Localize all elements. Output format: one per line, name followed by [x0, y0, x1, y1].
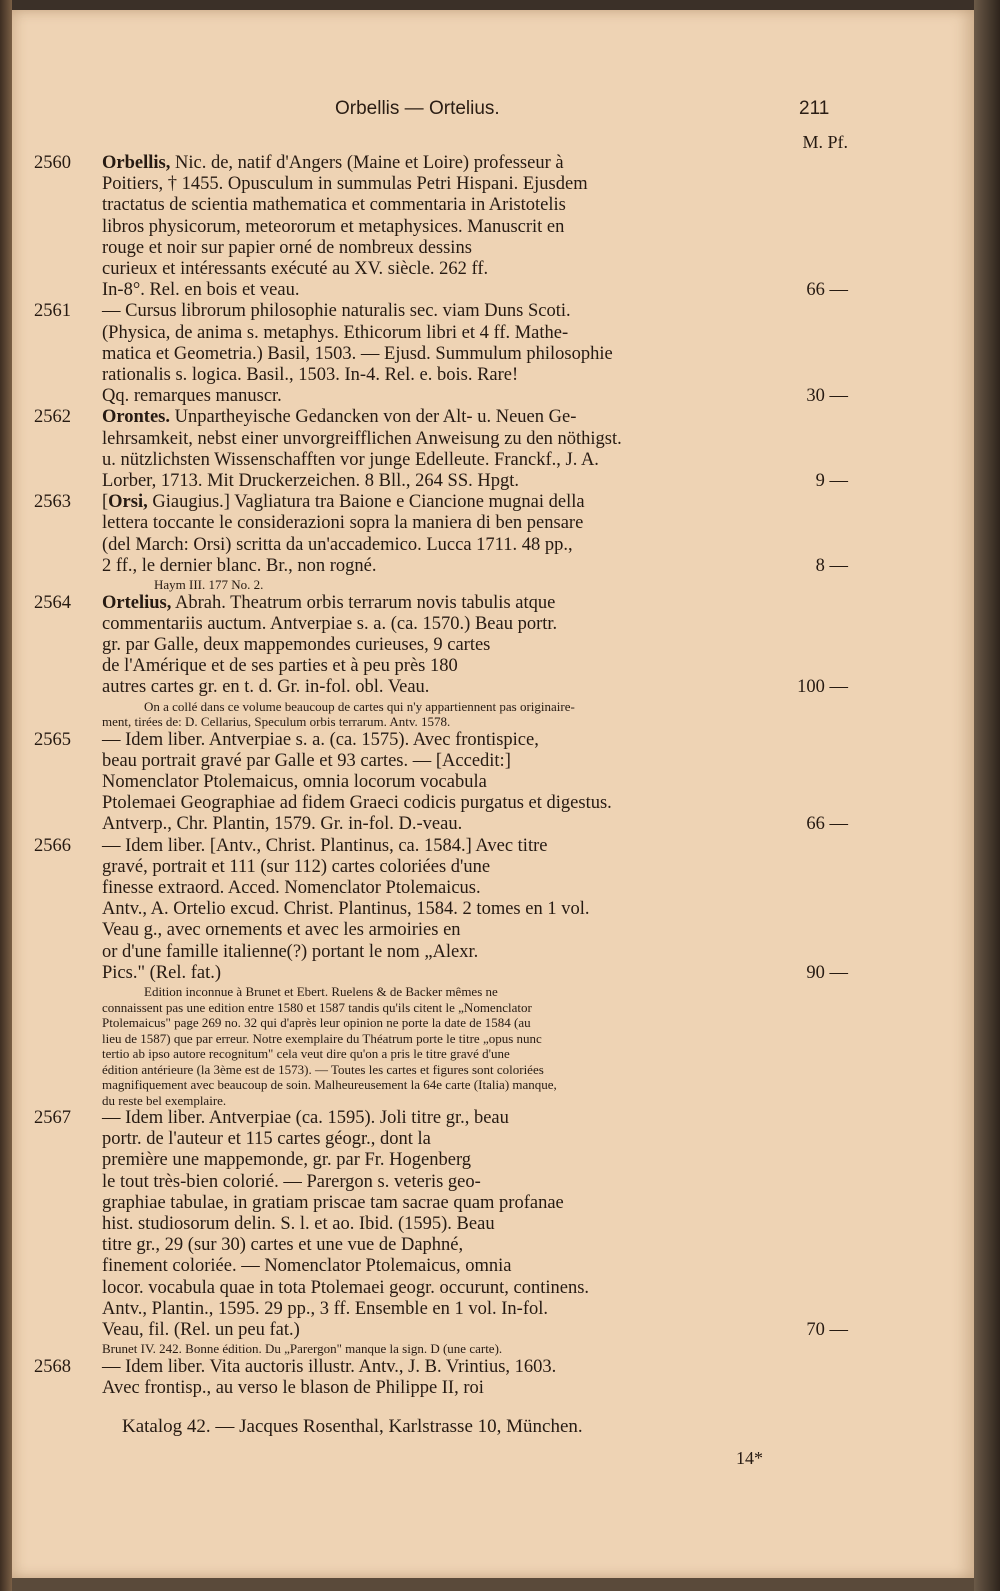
entry-text-line: Veau, fil. (Rel. un peu fat.) — [102, 1320, 300, 1341]
entry-text-line: première une mappemonde, gr. par Fr. Hogenberg — [102, 1150, 472, 1171]
lot-number: 2568 — [34, 1356, 71, 1377]
lot-number: 2563 — [34, 492, 71, 513]
entry-text-line: rouge et noir sur papier orné de nombreux dessins — [102, 237, 472, 258]
entry-text-line: (Physica, de anima s. metaphys. Ethicorum libri et 4 ff. Mathe- — [102, 322, 569, 343]
lot-price: 66 — — [806, 280, 848, 301]
entry-text-line: curieux et intéressants exécuté au XV. siècle. 262 ff. — [102, 259, 489, 280]
entry-text-line: — Cursus librorum philosophie naturalis sec. viam Duns Scoti. — [102, 301, 571, 322]
entry-text-line: [Orsi, Giaugius.] Vagliatura tra Baione e Ciancione mugnai della — [102, 492, 585, 513]
entry-text-line: Orontes. Unpartheyische Gedancken von der Alt- u. Neuen Ge- — [102, 407, 577, 428]
entry-text-line: gravé, portrait et 111 (sur 112) cartes coloriées d'une — [102, 856, 491, 877]
entry-text-line: Orbellis, Nic. de, natif d'Angers (Maine et Loire) professeur à — [102, 153, 564, 173]
bibliographic-note — [34, 984, 954, 1108]
book-spine-edge — [0, 0, 12, 1591]
catalog-entry — [34, 1108, 954, 1341]
note-line: Edition inconnue à Brunet et Ebert. Ruelens & de Backer mêmes ne — [144, 984, 498, 1000]
price-column-header: M. Pf. — [802, 132, 848, 152]
header-title: Orbellis — Ortelius. — [335, 98, 500, 119]
note-line: du reste bel exemplaire. — [102, 1092, 227, 1108]
note-line: Haym III. 177 No. 2. — [154, 577, 264, 593]
entry-text-line: Poitiers, † 1455. Opusculum in summulas Petri Hispani. Ejusdem — [102, 174, 588, 195]
entry-text-line: Antv., Plantin., 1595. 29 pp., 3 ff. Ensemble en 1 vol. In-fol. — [102, 1298, 549, 1319]
entry-text-line: (del March: Orsi) scritta da un'accademico. Lucca 1711. 48 pp., — [102, 534, 573, 555]
lot-price: 90 — — [806, 962, 848, 983]
entry-text-line: u. nützlichsten Wissenschafften vor junge Edelleute. Franckf., J. A. — [102, 449, 599, 470]
signature-mark: 14* — [736, 1448, 763, 1468]
running-header — [12, 98, 974, 128]
catalog-page — [12, 10, 974, 1578]
note-line: ment, tirées de: D. Cellarius, Speculum orbis terrarum. Antv. 1578. — [102, 714, 451, 730]
entry-text-line: lehrsamkeit, nebst einer unvorgreifflichen Anweisung zu den nöthigst. — [102, 428, 622, 449]
entry-text-line: — Idem liber. [Antv., Christ. Plantinus, ca. 1584.] Avec titre — [102, 835, 548, 856]
catalog-entry — [34, 730, 954, 836]
bibliographic-note — [34, 699, 954, 730]
bibliographic-note — [34, 577, 954, 593]
entry-text-line: finement coloriée. — Nomenclator Ptolemaicus, omnia — [102, 1256, 512, 1277]
entry-text-line: commentariis auctum. Antverpiae s. a. (ca. 1570.) Beau portr. — [102, 613, 558, 634]
note-line: Ptolemaicus" page 269 no. 32 qui d'après leur opinion ne porte la date de 1584 (au — [102, 1015, 531, 1031]
entry-text-line: portr. de l'auteur et 115 cartes géogr., dont la — [102, 1129, 431, 1150]
entry-text-line: Veau g., avec ornements et avec les armoiries en — [102, 920, 461, 941]
catalog-entry — [34, 1357, 954, 1399]
entry-text-line: lettera toccante le considerazioni sopra la maniera di ben pensare — [102, 513, 584, 534]
entry-text-line: Lorber, 1713. Mit Druckerzeichen. 8 Bll., 264 SS. Hpgt. — [102, 471, 519, 492]
lot-number: 2562 — [34, 407, 71, 428]
scan-top-edge — [0, 0, 1000, 10]
entry-text-line: le tout très-bien colorié. — Parergon s. veteris geo- — [102, 1171, 481, 1192]
note-line: édition antérieure (la 3ème est de 1573). — Toutes les cartes et figures sont coloriées — [102, 1061, 544, 1077]
entry-text-line: autres cartes gr. en t. d. Gr. in-fol. obl. Veau. — [102, 677, 430, 698]
catalog-entries — [34, 132, 954, 1399]
lot-price: 30 — — [806, 386, 848, 407]
catalog-entry — [34, 407, 954, 492]
entry-text-line: — Idem liber. Vita auctoris illustr. Antv., J. B. Vrintius, 1603. — [102, 1356, 557, 1377]
lot-number: 2566 — [34, 835, 71, 856]
lot-price: 8 — — [815, 555, 848, 576]
lot-price: 70 — — [806, 1320, 848, 1341]
entry-text-line: Avec frontisp., au verso le blason de Philippe II, roi — [102, 1377, 484, 1398]
entry-text-line: — Idem liber. Antverpiae s. a. (ca. 1575). Avec frontispice, — [102, 729, 539, 750]
page-footer: Katalog 42. — Jacques Rosenthal, Karlstrasse 10, München. — [122, 1416, 583, 1437]
entry-text-line: locor. vocabula quae in tota Ptolemaei geogr. occurunt, continens. — [102, 1277, 590, 1298]
catalog-entry — [34, 492, 954, 577]
book-right-edge — [974, 0, 1000, 1591]
entry-text-line: de l'Amérique et de ses parties et à peu près 180 — [102, 656, 458, 677]
note-line: connaissent pas une edition entre 1580 et 1587 tandis qu'ils citent le „Nomenclator — [102, 999, 532, 1015]
entry-text-line: — Idem liber. Antverpiae (ca. 1595). Joli titre gr., beau — [102, 1108, 509, 1129]
lot-number: 2565 — [34, 729, 71, 750]
bibliographic-note — [34, 1341, 954, 1357]
entry-text-line: graphiae tabulae, in gratiam priscae tam sacrae quam profanae — [102, 1192, 564, 1213]
page-number: 211 — [799, 98, 830, 119]
catalog-entry — [34, 593, 954, 699]
entry-text-line: hist. studiosorum delin. S. l. et ao. Ibid. (1595). Beau — [102, 1214, 495, 1235]
entry-text-line: finesse extraord. Acced. Nomenclator Ptolemaicus. — [102, 878, 481, 898]
catalog-entry — [34, 836, 954, 984]
entry-text-line: Antv., A. Ortelio excud. Christ. Plantinus, 1584. 2 tomes en 1 vol. — [102, 899, 590, 920]
note-line: magnifiquement avec beaucoup de soin. Malheureusement la 64e carte (Italia) manque, — [102, 1077, 557, 1093]
note-line: tertio ab ipso autore recognitum" cela veut dire qu'on a pris le titre gravé d'une — [102, 1046, 510, 1062]
lot-price: 66 — — [806, 814, 848, 835]
entry-text-line: Qq. remarques manuscr. — [102, 386, 282, 407]
entry-text-line: beau portrait gravé par Galle et 93 cartes. — [Accedit:] — [102, 750, 511, 771]
entry-text-line: titre gr., 29 (sur 30) cartes et une vue de Daphné, — [102, 1235, 464, 1256]
note-line: lieu de 1587) que par erreur. Notre exemplaire du Théatrum porte le titre „opus nunc — [102, 1030, 542, 1046]
catalog-entry — [34, 301, 954, 407]
catalog-entry — [34, 153, 954, 301]
entry-text-line: Nomenclator Ptolemaicus, omnia locorum vocabula — [102, 771, 487, 792]
lot-number: 2561 — [34, 301, 71, 322]
entry-text-line: matica et Geometria.) Basil, 1503. — Ejusd. Summulum philosophie — [102, 343, 613, 364]
entry-text-line: gr. par Galle, deux mappemondes curieuses, 9 cartes — [102, 634, 491, 655]
entry-text-line: rationalis s. logica. Basil., 1503. In-4. Rel. e. bois. Rare! — [102, 365, 519, 386]
entry-text-line: In-8°. Rel. en bois et veau. — [102, 280, 300, 301]
entry-text-line: 2 ff., le dernier blanc. Br., non rogné. — [102, 555, 377, 576]
lot-price: 100 — — [797, 677, 848, 698]
entry-text-line: libros physicorum, meteororum et metaphysices. Manuscrit en — [102, 216, 565, 237]
entry-text-line: Pics." (Rel. fat.) — [102, 962, 222, 983]
entry-text-line: tractatus de scientia mathematica et commentaria in Aristotelis — [102, 195, 566, 216]
note-line: Brunet IV. 242. Bonne édition. Du „Parergon" manque la sign. D (une carte). — [102, 1341, 503, 1357]
entry-text-line: or d'une famille italienne(?) portant le nom „Alexr. — [102, 941, 479, 962]
entry-text-line: Ortelius, Abrah. Theatrum orbis terrarum novis tabulis atque — [102, 592, 556, 613]
entry-text-line: Ptolemaei Geographiae ad fidem Graeci codicis purgatus et digestus. — [102, 793, 612, 814]
lot-number: 2560 — [34, 153, 71, 173]
note-line: On a collé dans ce volume beaucoup de cartes qui n'y appartiennent pas originaire- — [144, 698, 575, 714]
lot-number: 2567 — [34, 1108, 71, 1129]
lot-number: 2564 — [34, 592, 71, 613]
lot-price: 9 — — [815, 471, 848, 492]
entry-text-line: Antverp., Chr. Plantin, 1579. Gr. in-fol. D.-veau. — [102, 814, 463, 835]
